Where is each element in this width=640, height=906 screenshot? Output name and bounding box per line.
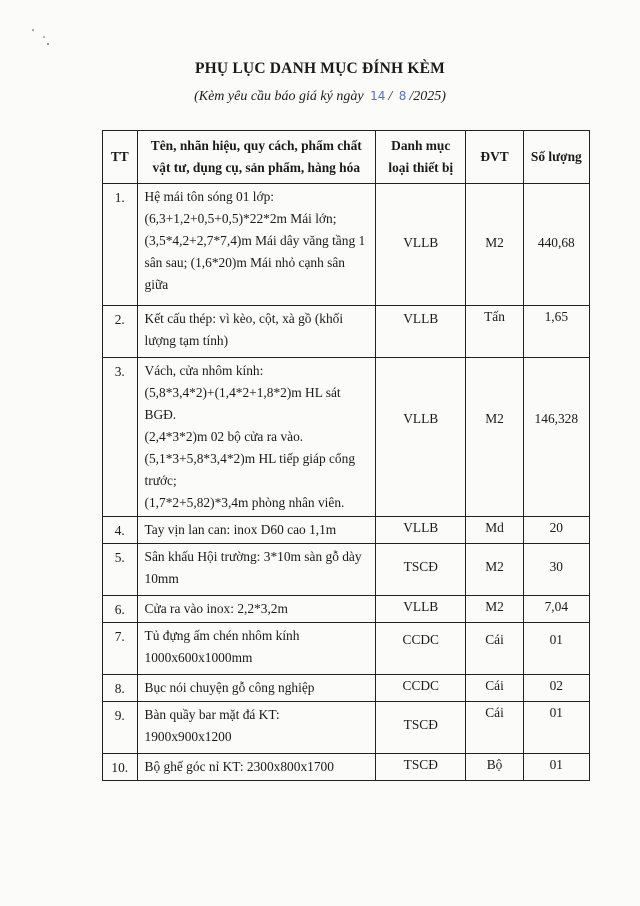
table-row — [103, 544, 590, 596]
item-category: VLLB — [376, 358, 466, 517]
item-quantity: 7,04 — [523, 596, 589, 623]
item-quantity: 146,328 — [523, 358, 589, 517]
header-name — [137, 131, 376, 184]
item-description — [137, 702, 376, 754]
item-category: VLLB — [376, 184, 466, 306]
item-category: TSCĐ — [376, 754, 466, 781]
item-quantity: 440,68 — [523, 184, 589, 306]
row-number: 2. — [103, 306, 138, 358]
item-quantity: 01 — [523, 623, 589, 675]
scan-specks — [30, 28, 60, 48]
table-row — [103, 702, 590, 754]
item-description-line: Cửa ra vào inox: 2,2*3,2m — [144, 601, 288, 616]
table-row — [103, 358, 590, 517]
item-category: TSCĐ — [376, 544, 466, 596]
subtitle-separator: / — [388, 89, 393, 104]
row-number: 7. — [103, 623, 138, 675]
header-category-line: Danh mục — [391, 138, 451, 153]
item-description-line: (1,7*2+5,82)*3,4m phòng nhân viên. — [144, 495, 345, 510]
row-number: 4. — [103, 517, 138, 544]
row-number: 1. — [103, 184, 138, 306]
item-description-line: 10mm — [144, 571, 179, 586]
item-quantity: 01 — [523, 754, 589, 781]
handwritten-month: 8 — [398, 89, 407, 103]
header-name-line: vật tư, dụng cụ, sản phẩm, hàng hóa — [152, 160, 361, 175]
item-unit: Cái — [466, 623, 523, 675]
item-description — [137, 306, 376, 358]
item-unit: Cái — [466, 675, 523, 702]
item-category: TSCĐ — [376, 702, 466, 754]
item-description-line: Sân khấu Hội trường: 3*10m sàn gỗ dày — [144, 549, 362, 564]
subtitle-prefix: (Kèm yêu cầu báo giá ký ngày — [194, 89, 364, 104]
table-header-row — [103, 131, 590, 184]
item-description-line: Vách, cửa nhôm kính: — [144, 363, 264, 378]
table-row — [103, 306, 590, 358]
item-category: VLLB — [376, 517, 466, 544]
item-description-line: Tay vịn lan can: inox D60 cao 1,1m — [144, 522, 337, 537]
page-title: PHỤ LỤC DANH MỤC ĐÍNH KÈM — [195, 60, 445, 77]
item-description-line: 1900x900x1200 — [144, 729, 232, 744]
header-category — [376, 131, 466, 184]
item-description-line: (6,3+1,2+0,5+0,5)*22*2m Mái lớn; — [144, 211, 337, 226]
item-description — [137, 754, 376, 781]
row-number: 6. — [103, 596, 138, 623]
item-description — [137, 184, 376, 306]
item-description-line: (3,5*4,2+2,7*7,4)m Mái dây văng tầng 1 — [144, 233, 366, 248]
table-row — [103, 623, 590, 675]
item-unit: M2 — [466, 358, 523, 517]
item-unit: Cái — [466, 702, 523, 754]
item-unit: M2 — [466, 184, 523, 306]
table-row — [103, 754, 590, 781]
item-description-line: Bộ ghế góc nỉ KT: 2300x800x1700 — [144, 759, 334, 774]
item-unit: Tấn — [466, 306, 523, 358]
item-description — [137, 358, 376, 517]
table-row — [103, 184, 590, 306]
page-subtitle — [0, 89, 640, 105]
item-description-line: BGĐ. — [144, 407, 177, 422]
item-quantity: 20 — [523, 517, 589, 544]
row-number: 3. — [103, 358, 138, 517]
row-number: 5. — [103, 544, 138, 596]
item-unit: M2 — [466, 596, 523, 623]
header-name-line: Tên, nhãn hiệu, quy cách, phẩm chất — [150, 138, 362, 153]
table-row — [103, 675, 590, 702]
header-qty: Số lượng — [523, 131, 589, 184]
item-category: CCDC — [376, 623, 466, 675]
item-description-line: Bàn quầy bar mặt đá KT: — [144, 707, 280, 722]
table-row — [103, 517, 590, 544]
item-category: VLLB — [376, 596, 466, 623]
item-description — [137, 517, 376, 544]
item-category: VLLB — [376, 306, 466, 358]
item-unit: Md — [466, 517, 523, 544]
header-unit: ĐVT — [466, 131, 523, 184]
item-description-line: Hệ mái tôn sóng 01 lớp: — [144, 189, 274, 204]
item-description-line: (5,1*3+5,8*3,4*2)m HL tiếp giáp cổng — [144, 451, 356, 466]
subtitle-suffix: /2025) — [409, 89, 446, 104]
item-description-line: (2,4*3*2)m 02 bộ cửa ra vào. — [144, 429, 304, 444]
row-number: 10. — [103, 754, 138, 781]
item-description-line: sân sau; (1,6*20)m Mái nhỏ cạnh sân — [144, 255, 345, 270]
item-quantity: 02 — [523, 675, 589, 702]
item-quantity: 30 — [523, 544, 589, 596]
item-quantity: 01 — [523, 702, 589, 754]
header-tt: TT — [103, 131, 138, 184]
item-description-line: Kết cấu thép: vì kèo, cột, xà gồ (khối — [144, 311, 344, 326]
row-number: 8. — [103, 675, 138, 702]
header-category-line: loại thiết bị — [388, 160, 454, 175]
item-description-line: Bục nói chuyện gỗ công nghiệp — [144, 680, 315, 695]
item-description-line: trước; — [144, 473, 177, 488]
item-description-line: Tủ đựng ấm chén nhôm kính — [144, 628, 300, 643]
item-quantity: 1,65 — [523, 306, 589, 358]
handwritten-day: 14 — [370, 89, 386, 103]
item-description-line: giữa — [144, 277, 169, 292]
item-unit: Bộ — [466, 754, 523, 781]
item-description-line: (5,8*3,4*2)+(1,4*2+1,8*2)m HL sát — [144, 385, 341, 400]
item-category: CCDC — [376, 675, 466, 702]
table-row — [103, 596, 590, 623]
attachment-table — [102, 130, 590, 781]
item-description — [137, 675, 376, 702]
item-description-line: lượng tạm tính) — [144, 333, 229, 348]
row-number: 9. — [103, 702, 138, 754]
item-description — [137, 623, 376, 675]
item-description — [137, 596, 376, 623]
item-unit: M2 — [466, 544, 523, 596]
item-description — [137, 544, 376, 596]
item-description-line: 1000x600x1000mm — [144, 650, 253, 665]
